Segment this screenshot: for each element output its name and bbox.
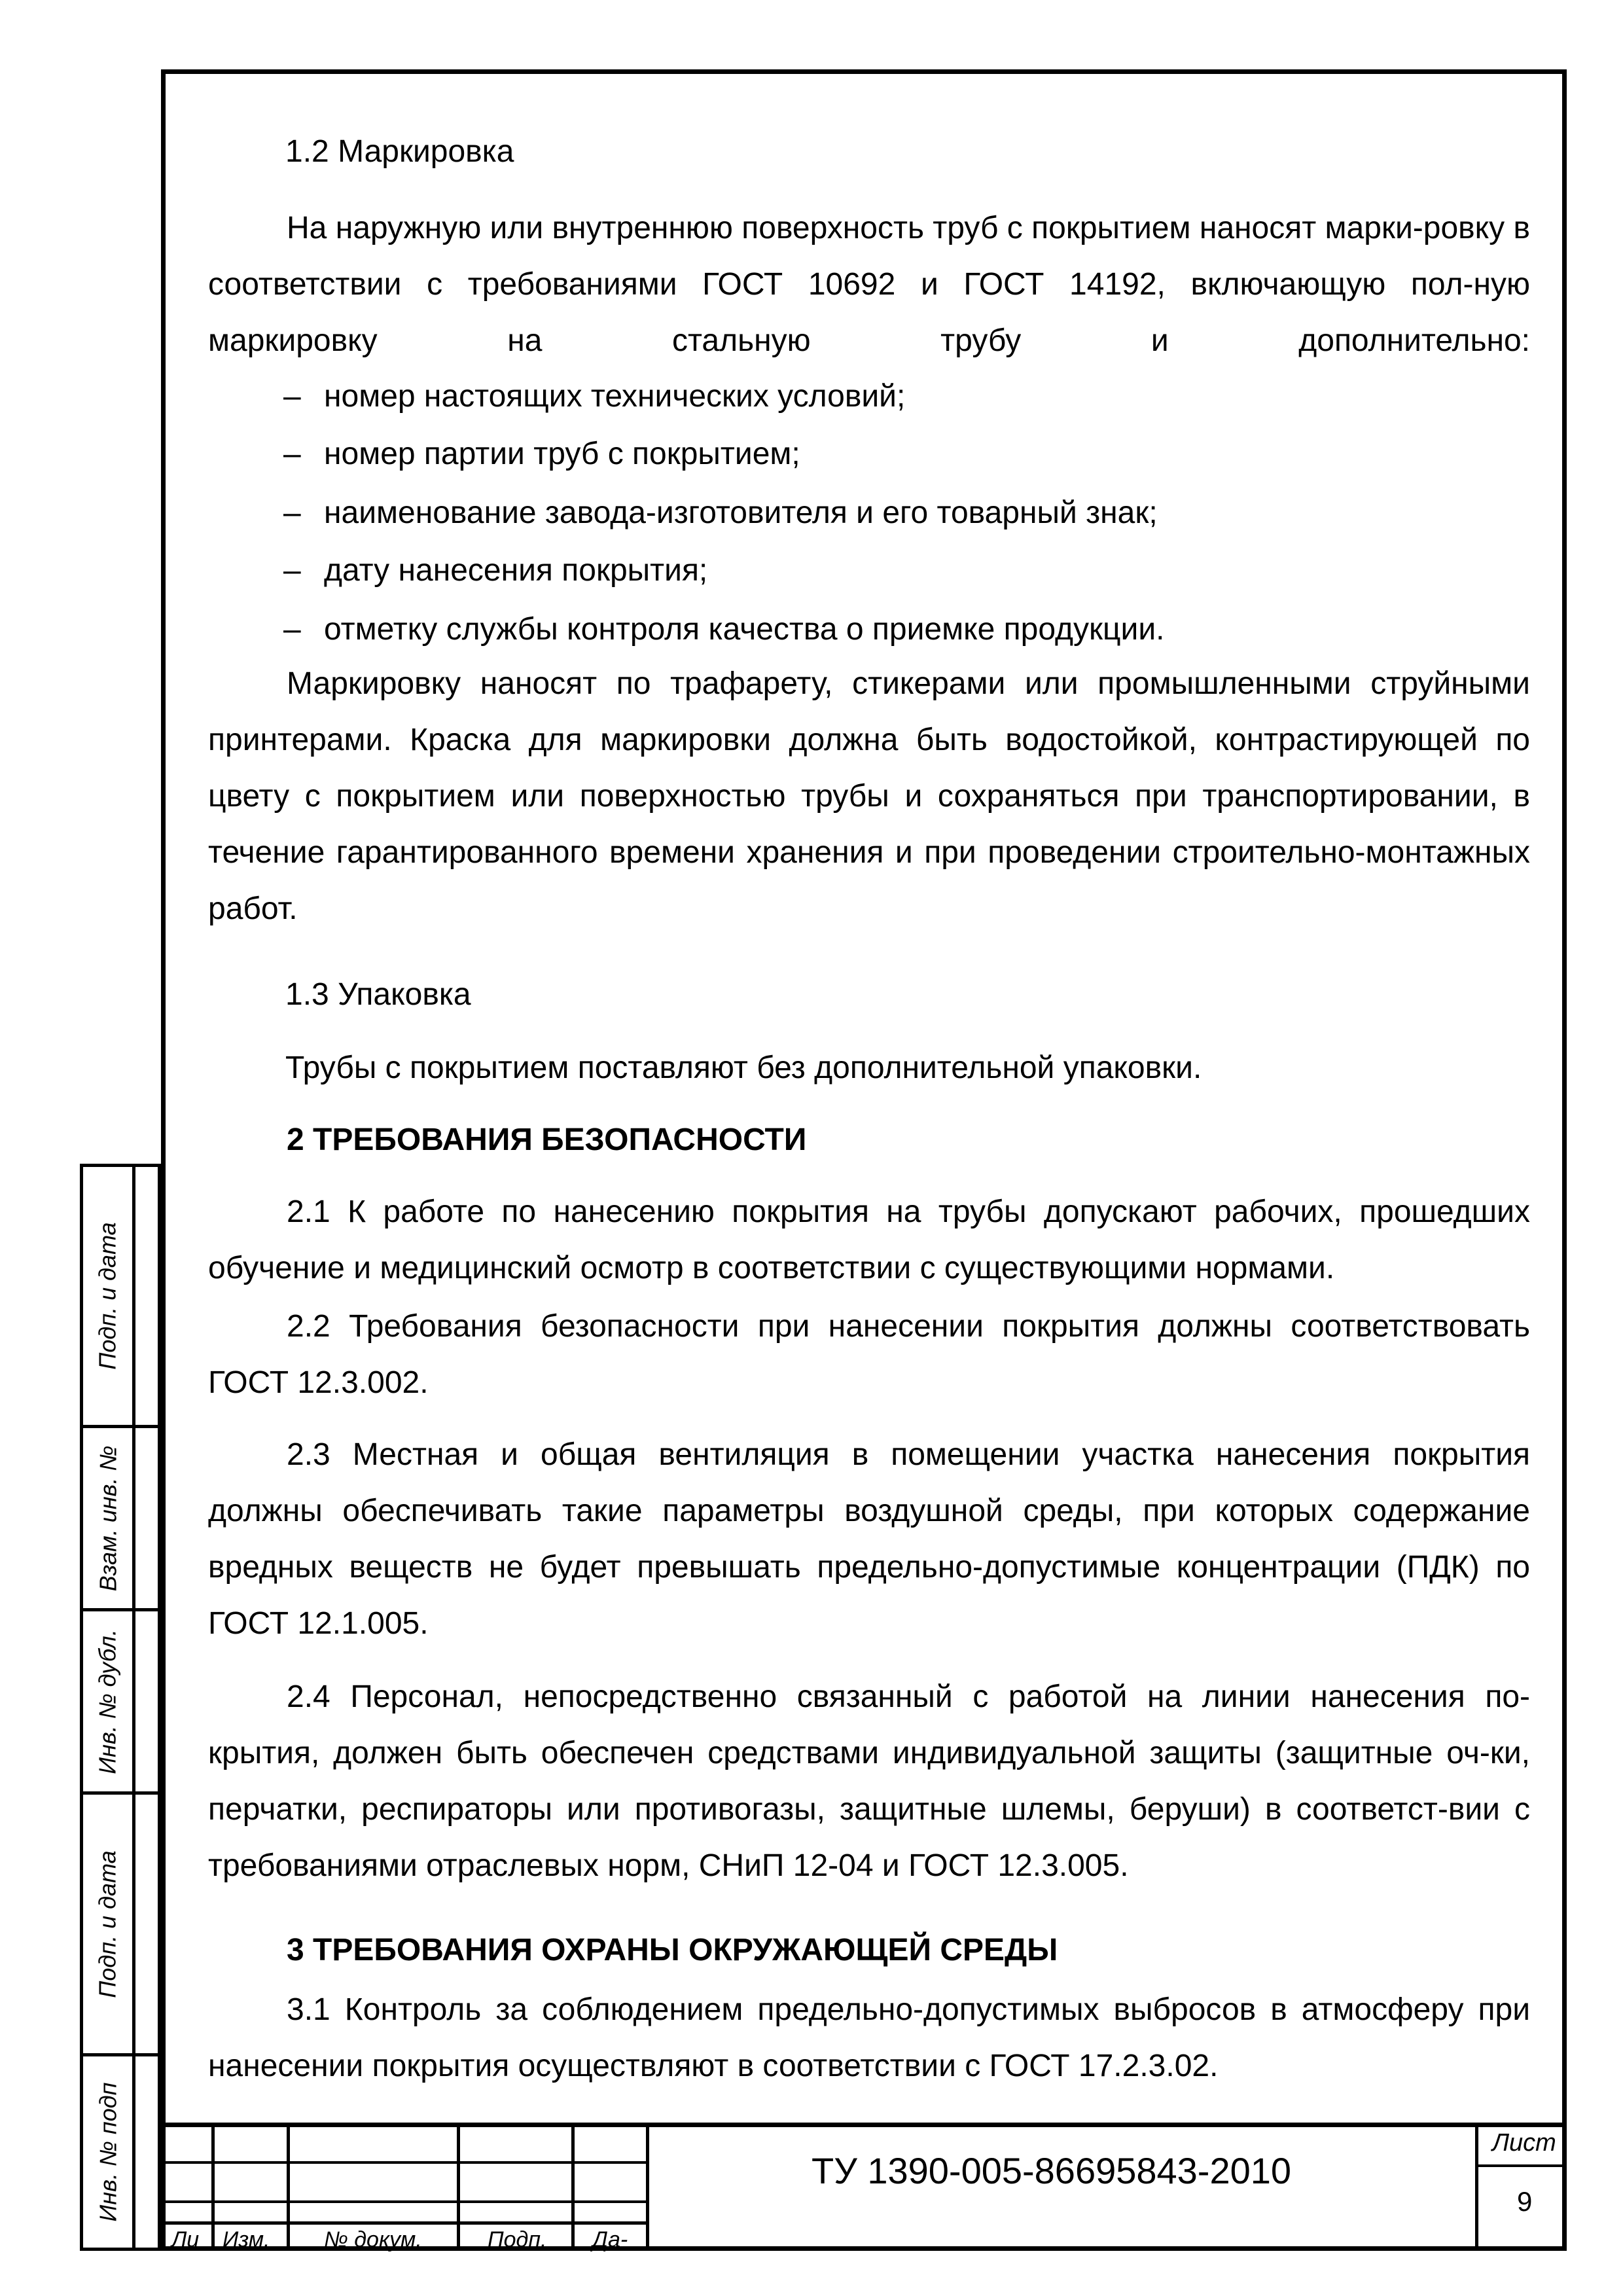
section-2-3-paragraph: 2.3 Местная и общая вентиляция в помещении участка нанесения покрытия должны обеспечивать такие параметры воздушной среды, при которых содержание вредных веществ не будет превышать предельно-допустимые концентрации (ПДК) по ГОСТ 12.1.005. [208, 1437, 1530, 1641]
side-stamp-label: Взам. инв. № [94, 1445, 122, 1591]
side-stamp-cell [80, 1791, 161, 2056]
section-2-heading: 2 ТРЕБОВАНИЯ БЕЗОПАСНОСТИ [287, 1122, 807, 1157]
sheet-label: Лист [1492, 2129, 1556, 2157]
list-item [283, 493, 1158, 533]
document-code: ТУ 1390-005-86695843-2010 [812, 2150, 1292, 2191]
sheet-number: 9 [1517, 2186, 1533, 2217]
side-stamp-label: Инв. № дубл. [94, 1628, 121, 1774]
side-stamp-cell [80, 1608, 161, 1795]
side-stamp-label: Инв. № подп [94, 2082, 122, 2222]
title-block-col-label: № докум. [324, 2227, 422, 2252]
list-item-text: номер настоящих технических условий; [324, 379, 906, 414]
section-1-2-title: 1.2 Маркировка [285, 134, 514, 169]
title-block-col-label: Подп. [488, 2227, 547, 2252]
section-1-3-title: 1.3 Упаковка [285, 977, 471, 1012]
section-2-1-paragraph: 2.1 К работе по нанесению покрытия на трубы допускают рабочих, прошедших обучение и медицинский осмотр в соответствии с существующими нормами. [208, 1194, 1530, 1285]
list-item-text: номер партии труб с покрытием; [324, 437, 800, 471]
list-item [283, 610, 1164, 649]
side-stamp-label: Подп. и дата [94, 1222, 121, 1370]
list-dash: – [283, 495, 301, 530]
list-item [283, 551, 707, 590]
section-1-2-paragraph: Маркировку наносят по трафарету, стикерами или промышленными струйными принтерами. Краска для маркировки должна быть водостойкой, контрастирующей по цвету с покрытием или поверхностью трубы и сохраняться при транспортировании, в течение гарантированного времени хранения и при проведении строительно-монтажных работ. [208, 666, 1530, 926]
side-stamp-cell [80, 1164, 161, 1428]
section-3-1-paragraph: 3.1 Контроль за соблюдением предельно-допустимых выбросов в атмосферу при нанесении покрытия осуществляют в соответствии с ГОСТ 17.2.3.02. [208, 1992, 1530, 2083]
list-item-text: дату нанесения покрытия; [324, 553, 708, 588]
side-stamp-cell [80, 1425, 161, 1611]
list-item-text: отметку службы контроля качества о приемке продукции. [324, 612, 1165, 647]
side-stamp-cell [80, 2053, 161, 2251]
list-item [283, 435, 800, 474]
title-block-col-label: Изм. [223, 2227, 270, 2252]
list-item [283, 377, 905, 416]
list-item-text: наименование завода-изготовителя и его товарный знак; [324, 495, 1158, 530]
side-stamp-label: Подп. и дата [94, 1850, 121, 1998]
title-block-col-label: Ли [171, 2227, 200, 2252]
section-2-2-paragraph: 2.2 Требования безопасности при нанесении покрытия должны соответствовать ГОСТ 12.3.002. [208, 1309, 1530, 1400]
section-3-heading: 3 ТРЕБОВАНИЯ ОХРАНЫ ОКРУЖАЮЩЕЙ СРЕДЫ [287, 1933, 1058, 1967]
list-dash: – [283, 612, 301, 647]
section-1-3-text: Трубы с покрытием поставляют без дополнительной упаковки. [285, 1050, 1202, 1085]
title-block-col-label: Да- [592, 2227, 628, 2252]
section-2-4-paragraph: 2.4 Персонал, непосредственно связанный с работой на линии нанесения по-крытия, должен быть обеспечен средствами индивидуальной защиты (защитные оч-ки, перчатки, респираторы или противогазы, защитные шлемы, беруши) в соответст-вии с требованиями отраслевых норм, СНиП 12-04 и ГОСТ 12.3.005. [208, 1679, 1530, 1883]
list-dash: – [283, 553, 301, 588]
list-dash: – [283, 379, 301, 414]
list-dash: – [283, 437, 301, 471]
section-1-2-intro: На наружную или внутреннюю поверхность труб с покрытием наносят марки-ровку в соответствии с требованиями ГОСТ 10692 и ГОСТ 14192, включающую пол-ную маркировку на стальную трубу и дополнительно: [208, 211, 1531, 358]
